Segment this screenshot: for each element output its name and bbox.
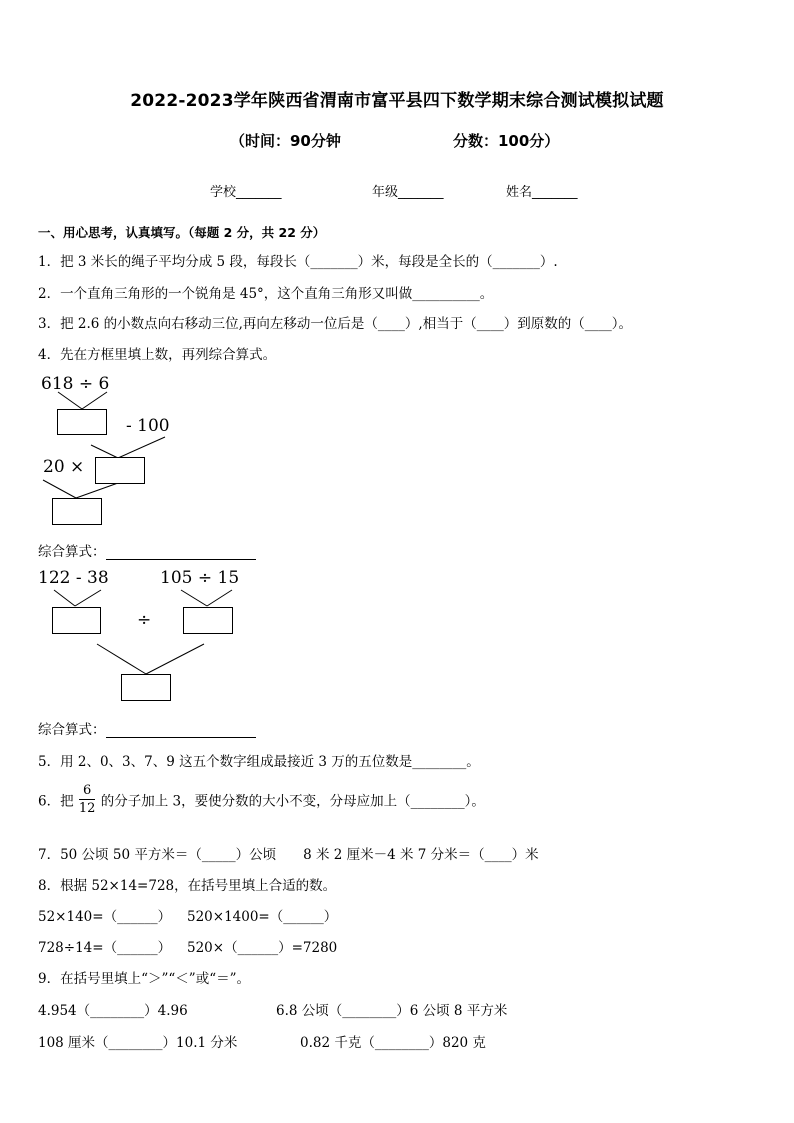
question-8b: 520×1400=（______） [187,909,338,925]
question-1: 1．把 3 米长的绳子平均分成 5 段，每段长（_______）米，每段是全长的（_______）. [38,254,558,270]
question-9: 9．在括号里填上“＞”“＜”或“＝”。 [38,971,250,987]
question-8d: 520×（______）=7280 [187,940,338,956]
question-4: 4．先在方框里填上数，再列综合算式。 [38,347,277,363]
school-field[interactable]: 学校_______ [210,185,282,200]
division-sign: ÷ [137,610,152,630]
question-9c: 108 厘米（________）10.1 分米 [38,1035,238,1051]
combined-formula-text-2: 综合算式： [38,722,106,738]
question-2: 2．一个直角三角形的一个锐角是 45°，这个直角三角形又叫做__________。 [38,286,494,302]
expr-122-minus-38: 122 - 38 [38,568,109,588]
section-heading: 一、用心思考，认真填写。（每题 2 分，共 22 分） [38,225,326,240]
exam-score: 分数：100分） [453,132,560,150]
grade-field[interactable]: 年级_______ [372,185,444,200]
answer-box-2a[interactable] [52,607,101,634]
question-8: 8．根据 52×14=728，在括号里填上合适的数。 [38,878,337,894]
combined-formula-input-2[interactable] [106,723,256,738]
combined-formula-text-1: 综合算式： [38,544,106,560]
question-6 [38,784,485,815]
fraction-6-12 [79,784,96,815]
expr-618-div-6: 618 ÷ 6 [41,374,110,394]
question-6-suffix: 的分子加上 3，要使分数的大小不变，分母应加上（________）。 [100,793,485,810]
question-8c: 728÷14=（______） [38,940,172,956]
expr-20-times: 20 × [43,457,85,477]
fraction-denominator: 12 [78,801,96,816]
fraction-numerator: 6 [79,784,96,800]
page-title: 2022-2023学年陕西省渭南市富平县四下数学期末综合测试模拟试题 [130,91,664,111]
answer-box-2b[interactable] [183,607,233,634]
answer-box-2c[interactable] [121,674,171,701]
expr-minus-100: - 100 [126,416,170,436]
question-9a: 4.954（________）4.96 [38,1003,188,1019]
name-field[interactable]: 姓名_______ [506,185,578,200]
question-5: 5．用 2、0、3、7、9 这五个数字组成最接近 3 万的五位数是________。 [38,754,480,770]
question-9d: 0.82 千克（________）820 克 [300,1035,486,1051]
exam-time: （时间：90分钟 [230,132,341,150]
combined-formula-label-2 [38,718,256,738]
question-7: 7．50 公顷 50 平方米＝（_____）公顷 8 米 2 厘米－4 米 7 分米＝（____）米 [38,847,539,863]
question-9b: 6.8 公顷（________）6 公顷 8 平方米 [276,1003,508,1019]
question-3: 3．把 2.6 的小数点向右移动三位,再向左移动一位后是（____）,相当于（____）到原数的（____）。 [38,316,632,332]
question-8a: 52×140=（______） [38,909,172,925]
expr-105-div-15: 105 ÷ 15 [160,568,240,588]
question-6-prefix: 6．把 [38,793,74,810]
